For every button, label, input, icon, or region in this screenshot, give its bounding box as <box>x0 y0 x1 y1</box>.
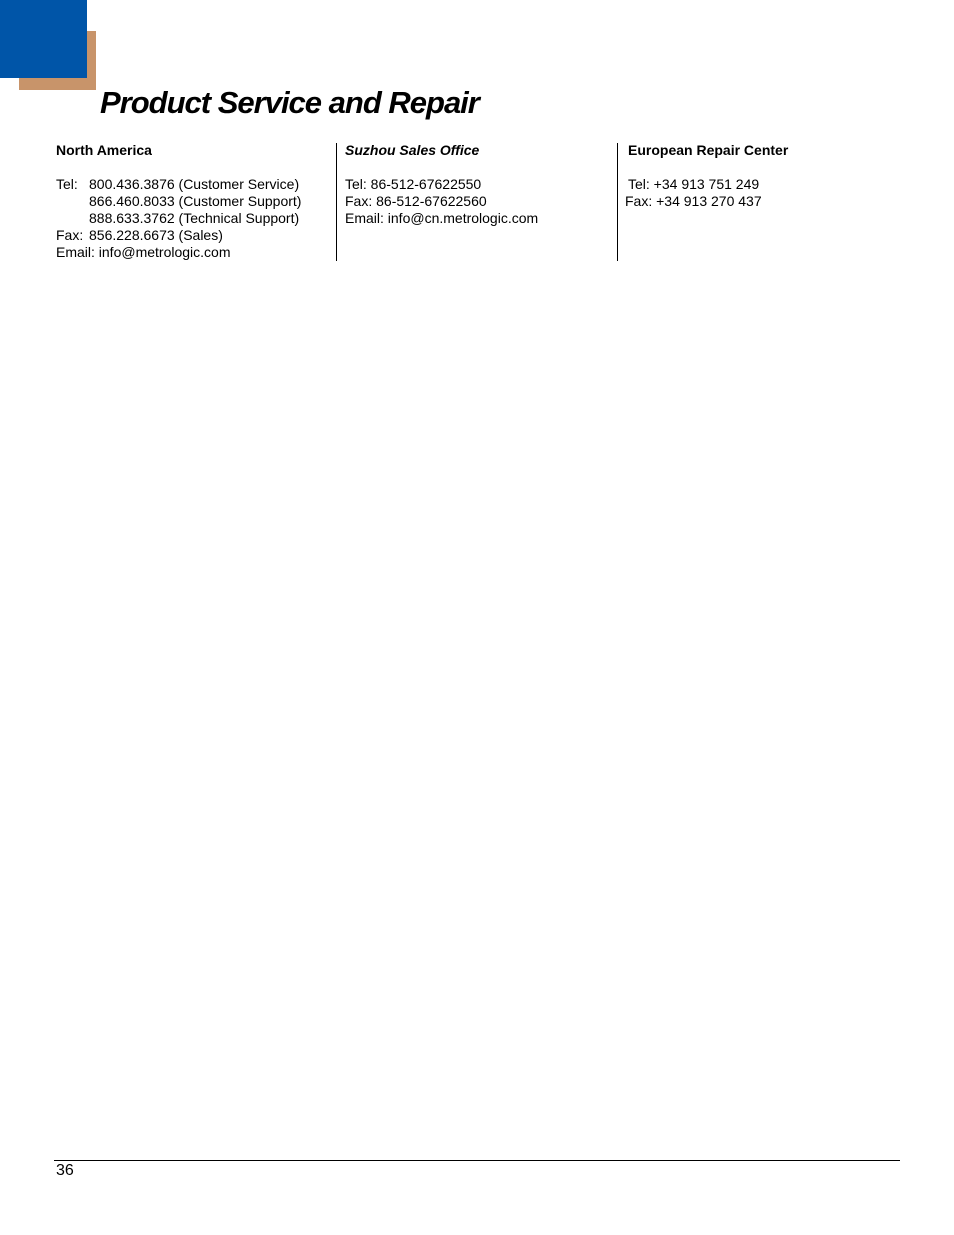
suzhou-heading: Suzhou Sales Office <box>345 142 480 158</box>
north-america-tel-line <box>56 176 331 193</box>
north-america-contact <box>56 142 331 261</box>
europe-fax: Fax: +34 913 270 437 <box>625 193 762 209</box>
footer-rule <box>54 1160 900 1161</box>
tel-label: Tel: <box>56 176 78 192</box>
column-divider <box>336 143 337 261</box>
column-divider <box>617 143 618 261</box>
north-america-tel-technical-support: 888.633.3762 (Technical Support) <box>89 210 300 226</box>
north-america-fax: 856.228.6673 (Sales) <box>89 227 223 243</box>
north-america-fax-line <box>56 227 331 244</box>
corner-blue-block <box>0 0 87 78</box>
europe-heading: European Repair Center <box>628 142 789 158</box>
north-america-email: Email: info@metrologic.com <box>56 244 231 260</box>
north-america-tel-customer-support: 866.460.8033 (Customer Support) <box>89 193 302 209</box>
europe-tel: Tel: +34 913 751 249 <box>628 176 760 192</box>
suzhou-tel: Tel: 86-512-67622550 <box>345 176 482 192</box>
suzhou-fax: Fax: 86-512-67622560 <box>345 193 487 209</box>
suzhou-contact <box>345 142 610 227</box>
north-america-heading: North America <box>56 142 152 158</box>
suzhou-email: Email: info@cn.metrologic.com <box>345 210 539 226</box>
page-number: 36 <box>56 1162 74 1179</box>
page-title: Product Service and Repair <box>100 85 479 120</box>
north-america-tel-customer-service: 800.436.3876 (Customer Service) <box>89 176 300 192</box>
fax-label: Fax: <box>56 227 84 243</box>
europe-contact <box>625 142 925 210</box>
